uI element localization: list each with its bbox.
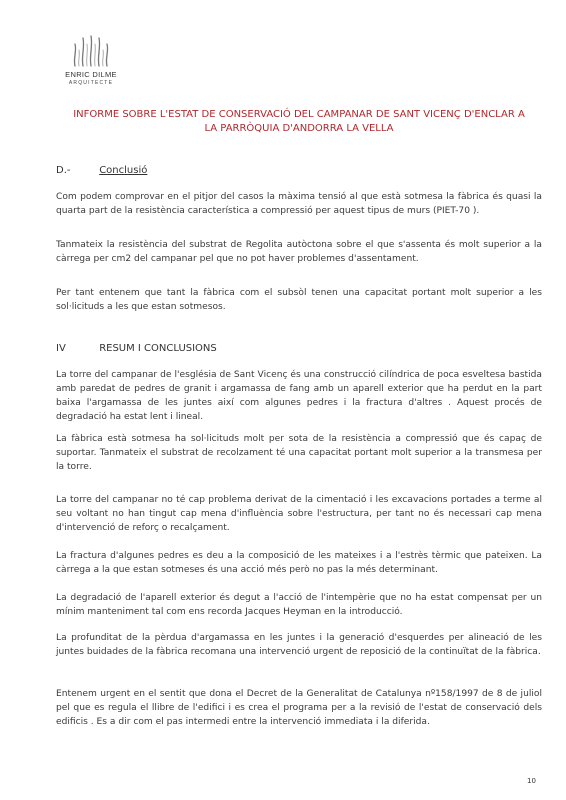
section-d-title: Conclusió — [99, 165, 148, 176]
section-d-number: D.- — [56, 165, 71, 176]
section-d-heading — [56, 165, 147, 176]
logo-subtitle: ARQUITECTE — [68, 80, 114, 86]
paragraph-d-3: Per tant entenem que tant la fàbrica com el subsòl tenen una capacitat portant molt superior a les sol·licituds a les que estan sotmesos. — [56, 288, 542, 312]
paragraph-iv-1: La torre del campanar de l'església de Sant Vicenç és una construcció cilíndrica de poca esveltesa bastida amb paredat de pedres de granit i argamassa de fang amb un aparell exterior que ha perdut en la part baixa l'argamassa de les juntes així com algunes pedres i la fractura d'altres . Aquest procés de degradació ha estat lent i lineal. — [56, 370, 542, 422]
report-title-line-1: INFORME SOBRE L'ESTAT DE CONSERVACIÓ DEL CAMPANAR DE SANT VICENÇ D'ENCLAR A — [73, 109, 525, 120]
section-iv-title: RESUM I CONCLUSIONS — [99, 343, 217, 354]
paragraph-iv-6: La profunditat de la pèrdua d'argamassa en les juntes i la generació d'esquerdes per alineació de les juntes buidades de la fàbrica recomana una intervenció urgent de reposició de la continuïtat de la fàbrica. — [56, 633, 542, 657]
paragraph-iv-5: La degradació de l'aparell exterior és degut a l'acció de l'intempèrie que no ha estat compensat per un mínim manteniment tal com ens recorda Jacques Heyman en la introducció. — [56, 593, 542, 617]
section-iv-number: IV — [56, 343, 66, 354]
paragraph-iv-7: Entenem urgent en el sentit que dona el Decret de la Generalitat de Catalunya nº158/1997 de 8 de juliol pel que es regula el llibre de l'edifici i es crea el programa per a la revisió de l'estat de conservació dels edificis . Es a dir com el pas intermedi entre la intervenció immediata i la diferida. — [56, 689, 542, 727]
report-title-line-2: LA PARRÒQUIA D'ANDORRA LA VELLA — [204, 123, 394, 134]
paragraph-d-2: Tanmateix la resistència del substrat de Regolita autòctona sobre el que s'assenta és molt superior a la càrrega per cm2 del campanar pel que no pot haver problemes d'assentament. — [56, 240, 542, 264]
paragraph-iv-4: La fractura d'algunes pedres es deu a la composició de les mateixes i a l'estrès tèrmic que pateixen. La càrrega a la que estan sotmeses és una acció més però no pas la més determinant. — [56, 551, 542, 575]
report-title — [56, 108, 542, 136]
paragraph-iv-3: La torre del campanar no té cap problema derivat de la cimentació i les excavacions portades a terme al seu voltant no han tingut cap mena d'influència sobre l'estructura, per tant no és necessari cap mena d'intervenció de reforç o recalçament. — [56, 495, 542, 533]
paragraph-d-1: Com podem comprovar en el pitjor del casos la màxima tensió al que està sotmesa la fàbrica és quasi la quarta part de la resistència característica a compressió per aquest tipus de murs (PIET-70 ). — [56, 192, 542, 216]
paragraph-iv-2: La fàbrica està sotmesa ha sol·licituds molt per sota de la resistència a compressió que és capaç de suportar. Tanmateix el substrat de recolzament té una capacitat portant molt superior a la transmesa per la torre. — [56, 434, 542, 472]
section-iv-heading — [56, 343, 217, 354]
page-number: 10 — [527, 777, 536, 785]
logo-name: ENRIC DILME — [65, 70, 117, 79]
